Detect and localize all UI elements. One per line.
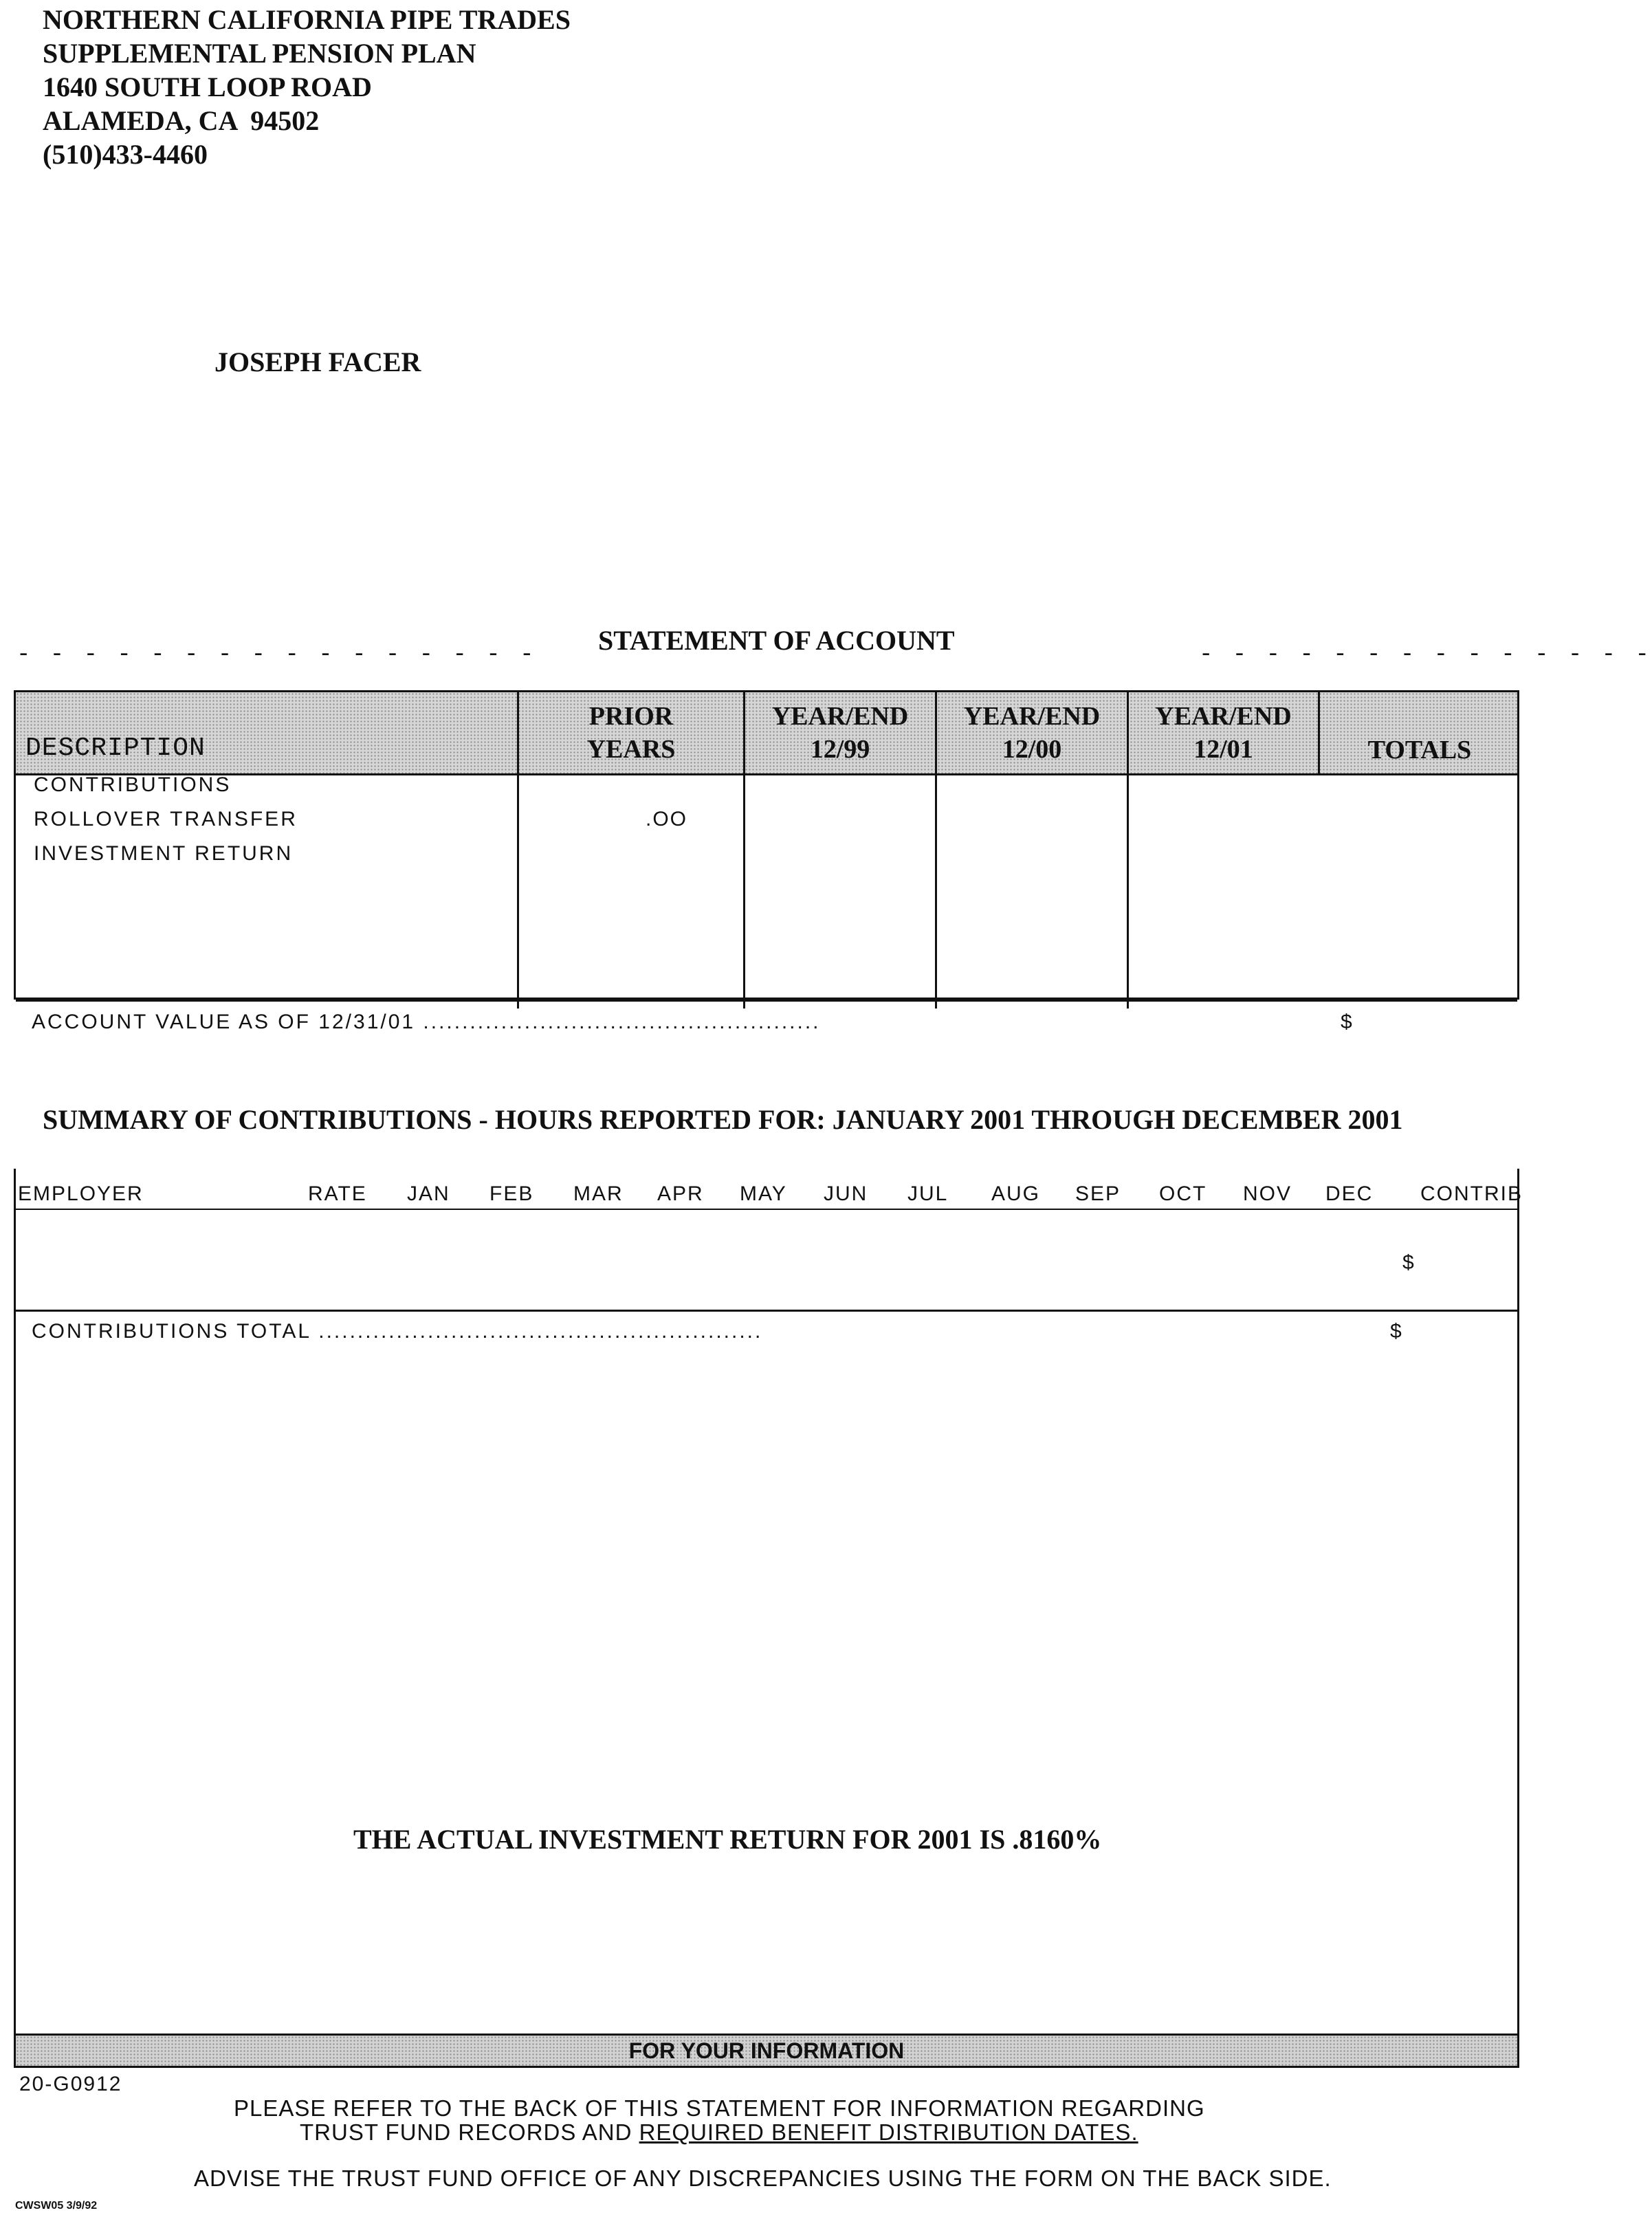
left-dashes: - - - - - - - - - - - - - - - -: [16, 642, 537, 668]
header-description-label: DESCRIPTION: [25, 734, 206, 763]
col-aug: AUG: [991, 1182, 1041, 1205]
form-revision-code: CWSW05 3/9/92: [15, 2200, 98, 2212]
account-value-currency: $: [1341, 1011, 1352, 1033]
header-ye-00: [937, 692, 1127, 773]
col-rate: RATE: [308, 1182, 367, 1205]
row-contributions-label: CONTRIBUTIONS: [34, 773, 232, 796]
header-prior-years: [519, 692, 743, 773]
contributions-total-label: CONTRIBUTIONS TOTAL .........................................................: [32, 1320, 763, 1343]
header-totals: [1320, 692, 1519, 773]
header-ye-00-line2: 12/00: [1002, 735, 1062, 764]
row-rollover-label: ROLLOVER TRANSFER: [34, 808, 298, 830]
col-may: MAY: [740, 1182, 787, 1205]
footer-line-2-plain: TRUST FUND RECORDS AND: [300, 2119, 639, 2145]
col-mar: MAR: [573, 1182, 624, 1205]
col-feb: FEB: [489, 1182, 534, 1205]
header-ye-99-line2: 12/99: [810, 735, 870, 764]
account-table: [14, 690, 1519, 1000]
footer-line-1: PLEASE REFER TO THE BACK OF THIS STATEMENT FOR INFORMATION REGARDING: [234, 2095, 1205, 2121]
col-nov: NOV: [1243, 1182, 1292, 1205]
footer-line-2: [300, 2119, 1138, 2146]
header-ye-01-line2: 12/01: [1193, 735, 1253, 764]
employer-contrib-currency: $: [1402, 1251, 1414, 1274]
contributions-box: [14, 1169, 1519, 2034]
col-oct: OCT: [1159, 1182, 1207, 1205]
col-sep: SEP: [1075, 1182, 1121, 1205]
employer-header-rule: [14, 1209, 1519, 1210]
col-jan: JAN: [407, 1182, 450, 1205]
header-ye-00-line1: YEAR/END: [963, 702, 1101, 731]
header-ye-01: [1129, 692, 1318, 773]
col-jun: JUN: [824, 1182, 868, 1205]
recipient-name: JOSEPH FACER: [214, 346, 421, 377]
summary-title: SUMMARY OF CONTRIBUTIONS - HOURS REPORTED FOR: JANUARY 2001 THROUGH DECEMBER 2001: [43, 1104, 1403, 1135]
col-employer: EMPLOYER: [18, 1182, 144, 1205]
header-ye-99-line1: YEAR/END: [771, 702, 909, 731]
fyi-bar: [14, 2034, 1519, 2068]
sender-line: ALAMEDA, CA 94502: [43, 105, 320, 136]
sender-line: NORTHERN CALIFORNIA PIPE TRADES: [43, 4, 571, 35]
row-investment-label: INVESTMENT RETURN: [34, 842, 294, 865]
sender-line: SUPPLEMENTAL PENSION PLAN: [43, 38, 476, 69]
col-contrib: CONTRIB: [1420, 1182, 1523, 1205]
header-ye-01-line1: YEAR/END: [1155, 702, 1292, 731]
sender-line: 1640 SOUTH LOOP ROAD: [43, 71, 372, 102]
fyi-label: FOR YOUR INFORMATION: [628, 2038, 905, 2063]
footer-line-2-underlined: REQUIRED BENEFIT DISTRIBUTION DATES.: [639, 2119, 1138, 2145]
statement-title: STATEMENT OF ACCOUNT: [598, 625, 955, 656]
right-dashes: - - - - - - - - - - - - - -: [1199, 642, 1652, 668]
header-prior-years-line1: PRIOR: [588, 702, 674, 731]
header-prior-years-line2: YEARS: [586, 735, 676, 764]
col-dec: DEC: [1325, 1182, 1374, 1205]
sender-address: [43, 3, 571, 171]
sender-line: (510)433-4460: [43, 139, 208, 170]
table-bottom-rule: [16, 1000, 1517, 1002]
form-code: 20-G0912: [19, 2073, 122, 2095]
col-jul: JUL: [907, 1182, 949, 1205]
contributions-total-currency: $: [1390, 1320, 1402, 1343]
col-apr: APR: [657, 1182, 704, 1205]
row-rollover-prior-years: .OO: [646, 808, 688, 830]
account-value-label: ACCOUNT VALUE AS OF 12/31/01 ...................................................: [32, 1011, 821, 1033]
header-totals-label: TOTALS: [1367, 736, 1472, 764]
header-description: [25, 692, 232, 773]
contributions-total-rule: [14, 1310, 1519, 1312]
investment-return-note: THE ACTUAL INVESTMENT RETURN FOR 2001 IS .8160%: [353, 1824, 1102, 1855]
footer-line-3: ADVISE THE TRUST FUND OFFICE OF ANY DISCREPANCIES USING THE FORM ON THE BACK SIDE.: [194, 2166, 1332, 2191]
header-ye-99: [745, 692, 935, 773]
